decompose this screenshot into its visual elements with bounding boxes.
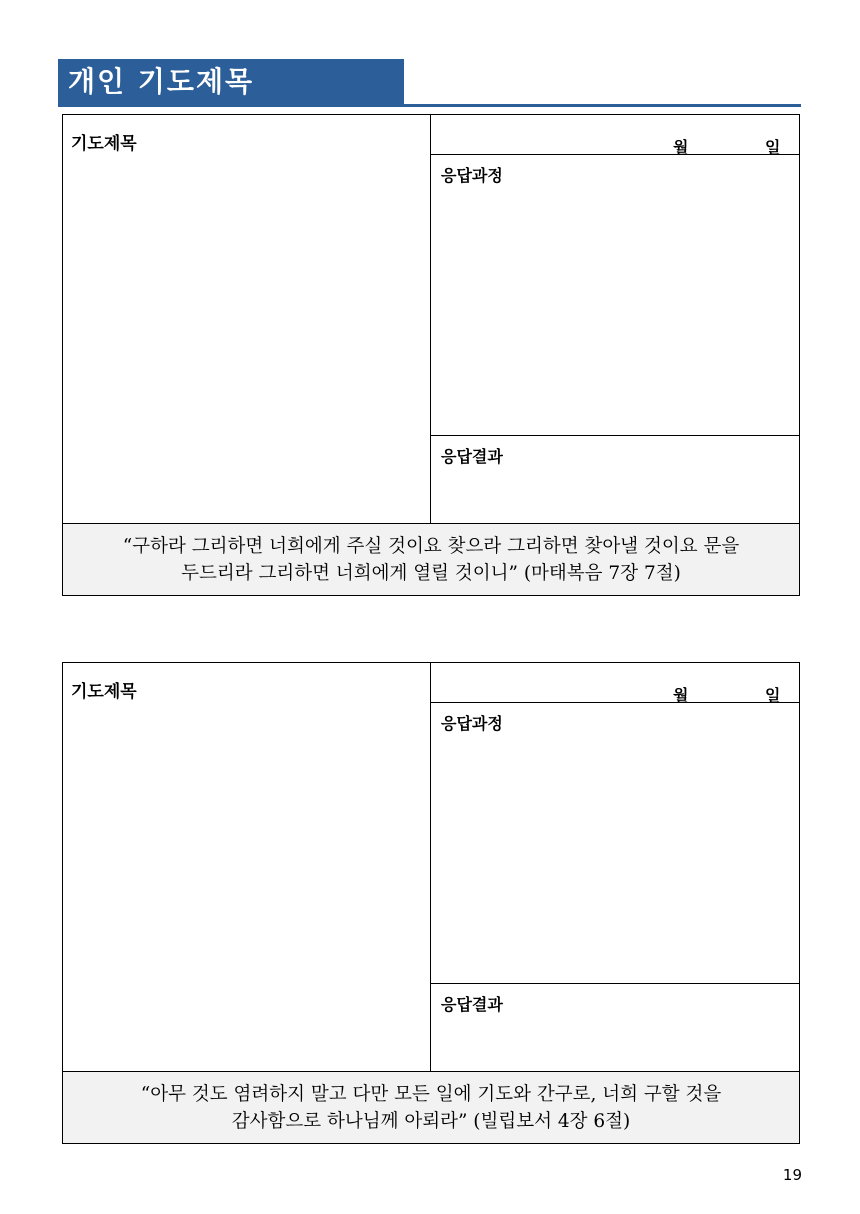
verse-line: 두드리라 그리하면 너희에게 열릴 것이니” (마태복음 7장 7절): [181, 563, 681, 584]
answer-result-label: 응답결과: [441, 995, 503, 1014]
prayer-title-label: 기도제목: [71, 682, 137, 702]
prayer-title-area[interactable]: [63, 663, 431, 1071]
answer-process-label: 응답과정: [441, 166, 503, 185]
header-bar: [58, 59, 404, 105]
answer-result-area[interactable]: [431, 984, 799, 1071]
prayer-title-label: 기도제목: [71, 134, 137, 154]
header-rule: [58, 104, 801, 107]
verse-line: “아무 것도 염려하지 말고 다만 모든 일에 기도와 간구로, 너희 구할 것을: [140, 1084, 722, 1105]
prayer-card-2: [62, 662, 800, 1144]
answer-process-label: 응답과정: [441, 714, 503, 733]
date-row: [431, 115, 799, 155]
verse-line: “구하라 그리하면 너희에게 주실 것이요 찾으라 그리하면 찾아낼 것이요 문을: [122, 536, 740, 557]
answer-process-area[interactable]: [431, 703, 799, 984]
month-label: 월: [673, 686, 689, 705]
bible-verse: [63, 523, 799, 595]
day-label: 일: [765, 138, 781, 157]
month-label: 월: [673, 138, 689, 157]
answer-result-area[interactable]: [431, 436, 799, 523]
prayer-card-1: [62, 114, 800, 596]
bible-verse: [63, 1071, 799, 1143]
answer-process-area[interactable]: [431, 155, 799, 436]
page-title: 개인 기도제목: [68, 65, 255, 98]
answer-result-label: 응답결과: [441, 447, 503, 466]
prayer-title-area[interactable]: [63, 115, 431, 523]
verse-line: 감사함으로 하나님께 아뢰라” (빌립보서 4장 6절): [231, 1111, 631, 1132]
day-label: 일: [765, 686, 781, 705]
page-number: 19: [782, 1166, 802, 1184]
date-row: [431, 663, 799, 703]
